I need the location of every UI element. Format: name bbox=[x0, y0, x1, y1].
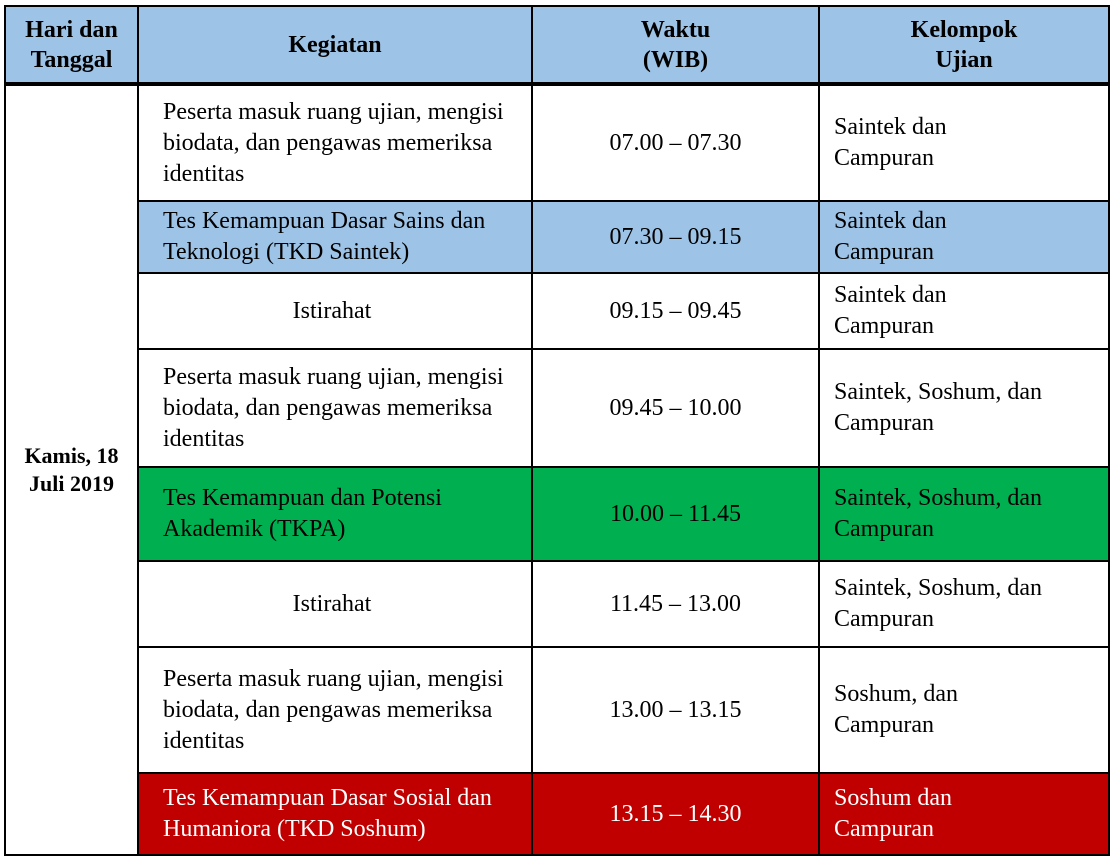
table-row bbox=[5, 349, 1109, 467]
group-cell: Saintek dan Campuran bbox=[819, 201, 1109, 273]
activity-cell: Istirahat bbox=[138, 273, 532, 349]
activity-cell: Peserta masuk ruang ujian, mengisi biodata, dan pengawas memeriksa identitas bbox=[138, 349, 532, 467]
time-cell: 07.30 – 09.15 bbox=[532, 201, 819, 273]
time-cell: 09.15 – 09.45 bbox=[532, 273, 819, 349]
header-activity: Kegiatan bbox=[138, 6, 532, 84]
time-cell: 09.45 – 10.00 bbox=[532, 349, 819, 467]
time-cell: 07.00 – 07.30 bbox=[532, 84, 819, 201]
activity-cell: Tes Kemampuan Dasar Sosial dan Humaniora (TKD Soshum) bbox=[138, 773, 532, 855]
exam-schedule-table bbox=[4, 5, 1110, 856]
time-cell: 13.15 – 14.30 bbox=[532, 773, 819, 855]
time-cell: 10.00 – 11.45 bbox=[532, 467, 819, 561]
time-cell: 11.45 – 13.00 bbox=[532, 561, 819, 647]
date-cell: Kamis, 18 Juli 2019 bbox=[5, 84, 138, 855]
table-row bbox=[5, 561, 1109, 647]
group-cell: Soshum, dan Campuran bbox=[819, 647, 1109, 773]
group-cell: Saintek dan Campuran bbox=[819, 273, 1109, 349]
group-cell: Saintek dan Campuran bbox=[819, 84, 1109, 201]
group-cell: Soshum dan Campuran bbox=[819, 773, 1109, 855]
header-group: Kelompok Ujian bbox=[819, 6, 1109, 84]
activity-cell: Istirahat bbox=[138, 561, 532, 647]
group-cell: Saintek, Soshum, dan Campuran bbox=[819, 467, 1109, 561]
time-cell: 13.00 – 13.15 bbox=[532, 647, 819, 773]
table-row bbox=[5, 467, 1109, 561]
table-row bbox=[5, 773, 1109, 855]
table-row bbox=[5, 647, 1109, 773]
activity-cell: Tes Kemampuan Dasar Sains dan Teknologi (TKD Saintek) bbox=[138, 201, 532, 273]
table-row bbox=[5, 273, 1109, 349]
activity-cell: Peserta masuk ruang ujian, mengisi biodata, dan pengawas memeriksa identitas bbox=[138, 84, 532, 201]
group-cell: Saintek, Soshum, dan Campuran bbox=[819, 349, 1109, 467]
table-row bbox=[5, 84, 1109, 201]
activity-cell: Tes Kemampuan dan Potensi Akademik (TKPA) bbox=[138, 467, 532, 561]
header-row bbox=[5, 6, 1109, 84]
header-date: Hari dan Tanggal bbox=[5, 6, 138, 84]
header-time: Waktu (WIB) bbox=[532, 6, 819, 84]
table-row bbox=[5, 201, 1109, 273]
group-cell: Saintek, Soshum, dan Campuran bbox=[819, 561, 1109, 647]
activity-cell: Peserta masuk ruang ujian, mengisi biodata, dan pengawas memeriksa identitas bbox=[138, 647, 532, 773]
